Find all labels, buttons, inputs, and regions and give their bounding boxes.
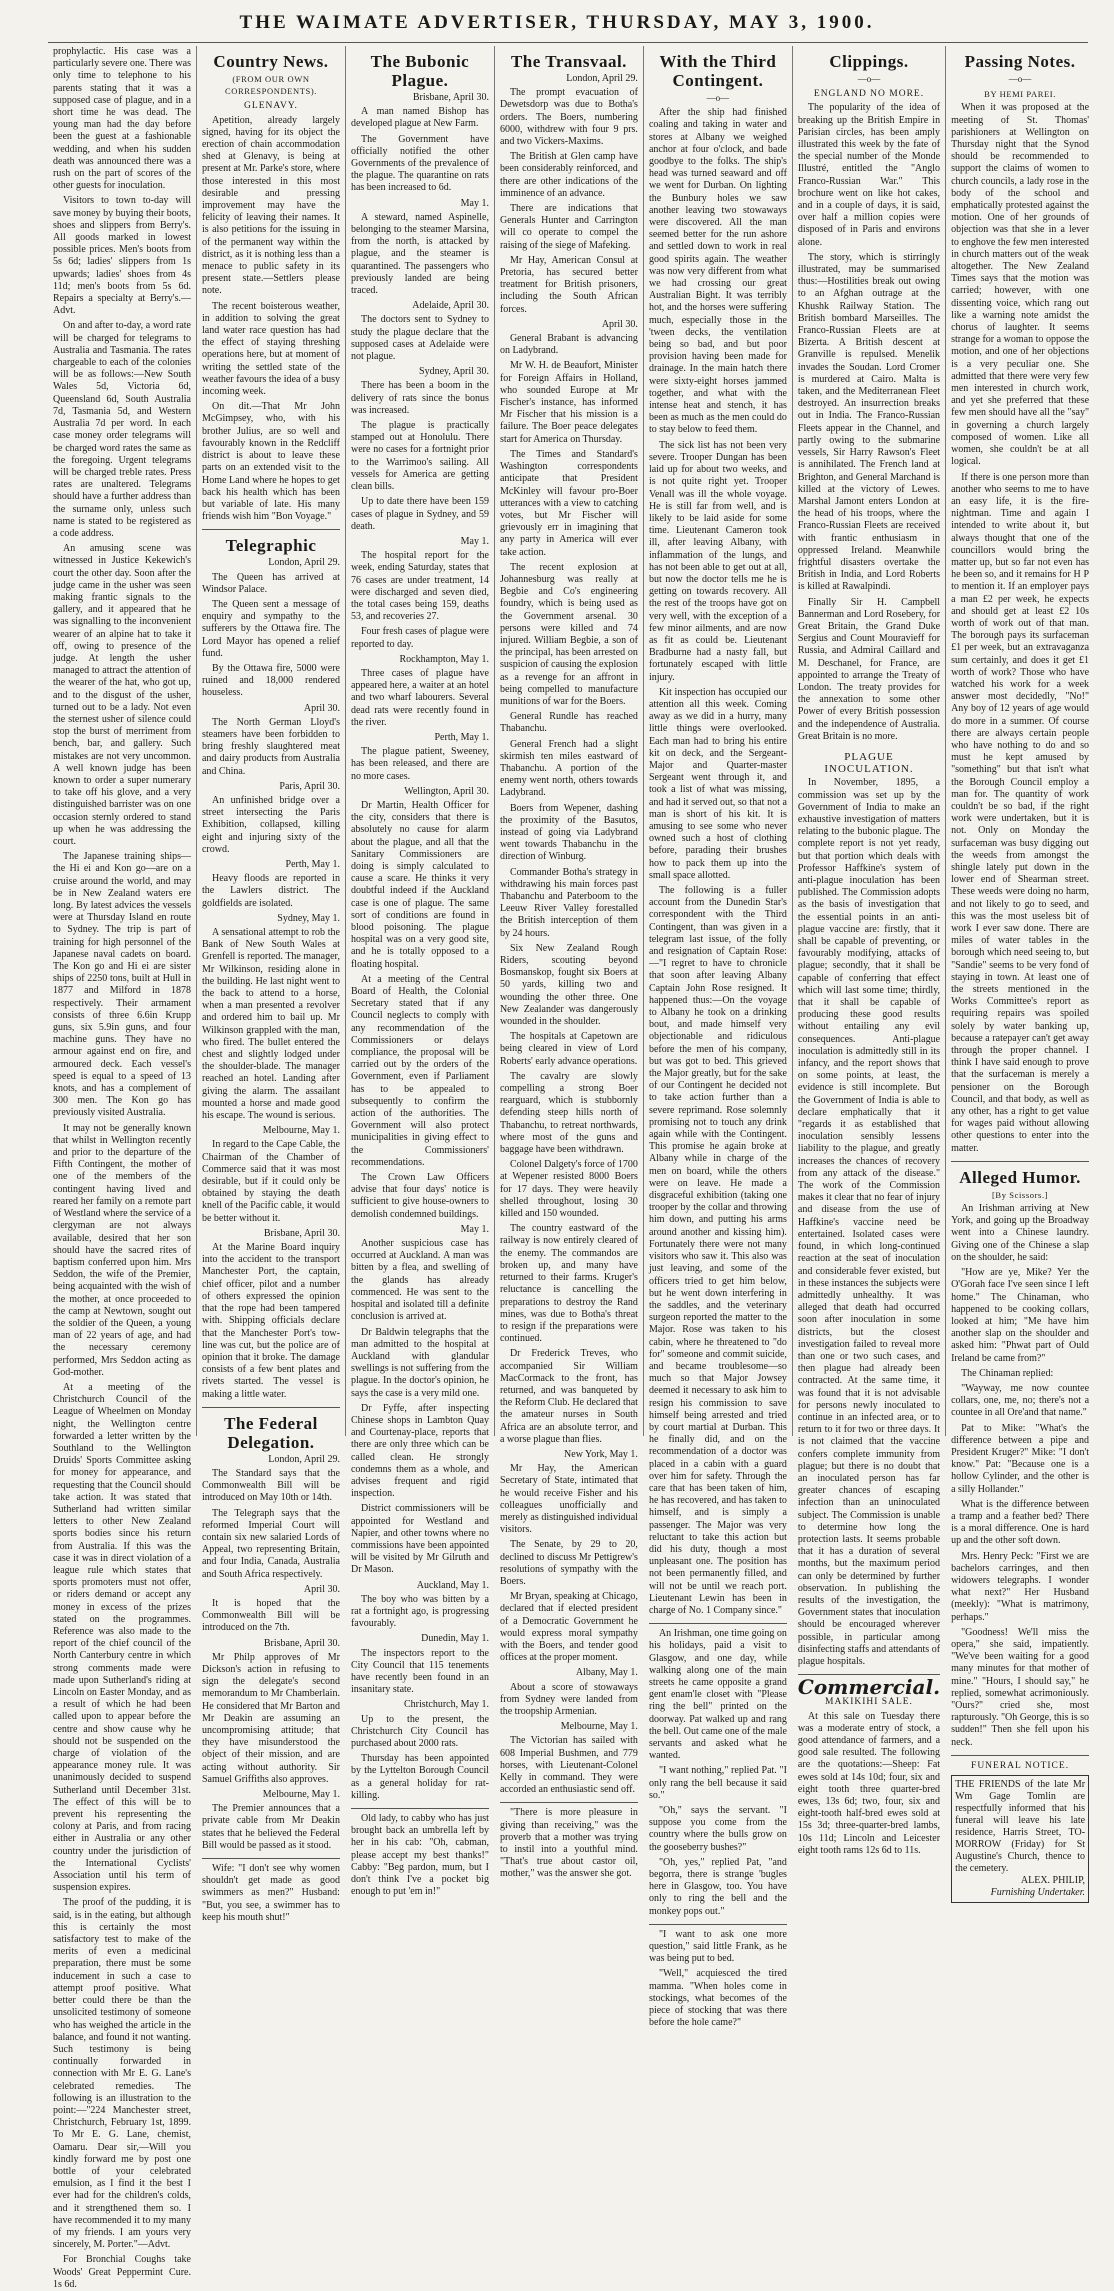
paragraph: The boy who was bitten by a rat a fortnight ago, is progressing favourably. bbox=[350, 1593, 489, 1630]
paragraph: Mr Hay, the American Secretary of State, intimated that he would receive Fisher and his colleagues unofficially and merely as distinguished individual visitors. bbox=[499, 1463, 638, 1536]
paragraph: The country eastward of the railway is now entirely cleared of the enemy. The commandos are broken up, and many have returned to their farms. Kruger's reluctance is cancelling the preparations to destroy the Rand mines, was due to Botha's threat to resign if the preparations were continued. bbox=[499, 1223, 638, 1345]
column-7 bbox=[946, 46, 1094, 1899]
paragraph: Commander Botha's strategy in withdrawing his main forces past Thabanchu and Paterboom to the Leeuw River Valley forestalled the British interception of them by 24 hours. bbox=[499, 866, 638, 939]
paragraph: General Brabant is advancing on Ladybrand. bbox=[499, 333, 638, 357]
column-6 bbox=[793, 46, 946, 1856]
paragraph: Wife: "I don't see why women shouldn't get made as good swimmers as men?" Husband: "But, you see, a swimmer has to keep his mouth shut!" bbox=[201, 1863, 340, 1923]
paragraph: Up to the present, the Christchurch City Council has purchased about 2000 rats. bbox=[350, 1713, 489, 1749]
divider: —o— bbox=[857, 74, 881, 84]
paragraph: The Standard says that the Commonwealth Bill will be introduced on May 10th or 14th. bbox=[201, 1467, 340, 1504]
paragraph: "Wayway, me now countee collars, one, me, no; there's not a countee in all Ore'and that name." bbox=[951, 1382, 1090, 1419]
paragraph: What is the difference between a tramp and a feather bed? There is a moral difference. One is hard up and the other soft down. bbox=[951, 1498, 1090, 1547]
paragraph: The popularity of the idea of breaking up the British Empire in Parisian circles, has been amply illustrated this week by the fate of the special number of the Monde Illustré, entitled the "Anglo Franco-Russian War." This brochure went on like hot cakes, and in a couple of days, it is said, over half a million copies were disposed of in Paris and environs alone. bbox=[797, 102, 941, 248]
dateline: Adelaide, April 30. bbox=[412, 300, 489, 312]
paragraph: Three cases of plague have appeared here, a waiter at an hotel and two wharf labourers. Several dead rats were recently found in the river. bbox=[350, 667, 489, 728]
paragraph: Finally Sir H. Campbell Bannerman and Lord Rosebery, for Great Britain, the Grand Duke Sergius and Count Mouravieff for Russia, and Admiral Caillard and M. Deschanel, for France, are appointed to arrange the Treaty of London. The treaty provides for the annexation to some other Power of every British possession and the independence of Australia. Great Britain is no more. bbox=[797, 596, 941, 742]
notice-signature-title: Furnishing Undertaker. bbox=[990, 1887, 1086, 1899]
paragraph: The prompt evacuation of Dewetsdorp was due to Botha's orders. The Boers, numbering 6000, withdrew with four 9 prs. and two Vickers-Maxims. bbox=[499, 87, 638, 148]
paragraph: At a meeting of the Christchurch Council of the League of Wheelmen on Monday night, the Wellington centre forwarded a letter written by the Southland to the Wellington Druids' Sports Committee asking for money for appearance, and requesting that the Council should take action. It was stated that Sutherland had written similar letters to other New Zealand sports bodies since his return from Australia. If this was the case it was in direct violation of a league rule which states that sports promoters must not offer, or riders demand or accept any money in excess of the prizes stated on the programmes. Reference was also made to the report of the chief council of the North Canterbury centre in which strong comments made were made upon Sutherland's riding at Lincoln on Easter Monday, and as a result of which he had been called upon to appear before the centre and show cause why he should not be suspended on the charge of violation of the appearance money rule. It was unanimously decided to suspend Sutherland until December 31st. The effect of this will be to prevent his representing the colony at Paris, and from racing either in Australia or any other country under the jurisdiction of the International Cyclists' Association until his term of suspension expires. bbox=[53, 1381, 191, 1894]
section-heading: Telegraphic bbox=[225, 536, 317, 556]
dateline: Albany, May 1. bbox=[575, 1667, 638, 1679]
section-heading: The Transvaal. bbox=[510, 52, 627, 71]
paragraph: In regard to the Cape Cable, the Chairman of the Chamber of Commerce said that it was most desirable, but if it could only be obtained by staying the death knell of the Pacific cable, it would be better without it. bbox=[201, 1139, 340, 1224]
paragraph: The following is a fuller account from the Dunedin Star's correspondent with the Third Contingent, than was given in a telegram last issue, of the folly and resignation of Captain Rose:—"I regret to have to chronicle that soon after leaving Albany Captain John Rose resigned. It happened thus:—On the voyage to Albany he took on a drinking bout, and made himself very objectionable and ridiculous before the men of his company, but was got to bed. This grieved the Major greatly, but for the sake of our Contingent he decided not to take action further than a severe reprimand. Rose solemnly promising not to touch any drink again while with the Contingent. This promise he again broke at Albany while in charge of the men on board, while the others were on leave. He made a disgraceful exhibition (taking one trooper by the collar and throwing him down, and putting his arms around another and kissing him). Fortunately there were not many visitors who saw it. This also was just leaving, and some of the officers tried to get him below, but he went down interfering in the saddles, and the veterinary surgeon reported the matter to the Major. Rose was taken to his cabin, where he threatened to "do for" someone and commit suicide, and became troublesome—so much so that Major Jowsey deemed it necessary to ask him to resign his commission to save himself being arrested and tried by court martial at Durban. This he finally did, and on the recommendation of a doctor was placed in a cabin with a guard over him for safety. Through the care that has been taken of him, he has recovered, and has taken to himself, and is simply a passenger. The Major was very reluctant to take this action but did his duty, though a most unpleasant one. The position has not been permanently filled, and will not be until we reach port. Lieutenant Lewin has been in charge of No. 1 Company since." bbox=[648, 885, 787, 1616]
paragraph: For Bronchial Coughs take Woods' Great Peppermint Cure. 1s 6d. bbox=[53, 2254, 191, 2290]
paragraph: General Rundle has reached Thabanchu. bbox=[499, 711, 638, 735]
dateline: May 1. bbox=[460, 535, 489, 547]
paragraph: "I want nothing," replied Pat. "I only rang the bell because it said so." bbox=[648, 1765, 787, 1801]
place-heading: ENGLAND NO MORE. bbox=[813, 89, 925, 100]
paragraph: An amusing scene was witnessed in Justice Kekewich's court the other day. Soon after the judge came in the usher was seen making frantic signals to the gallery, and it appeared that he was signalling to the inconvenient wearer of an alpine hat to take it off, owing to presence of the judge. At length the usher managed to attract the attention of the wearer of the hat, who got up, and to the disgust of the usher, turned out to be a lady. Not even the sternest usher of silence could stop the burst of merriment from bench, bar, and gallery. Such mistakes are not very uncommon. A well known judge has been known to order a super numerary to take off his glove, and a very distinguished barrister was on one occasion sternly ordered to stand up when he was addressing the court. bbox=[53, 543, 191, 847]
paragraph: The hospital report for the week, ending Saturday, states that 76 cases are under treatment, 14 were discharged and seven died, the total cases being 159, deaths 53, and recoveries 27. bbox=[350, 550, 489, 623]
place-heading: PLAGUE INOCULATION. bbox=[824, 750, 914, 776]
divider: —o— bbox=[1008, 74, 1032, 84]
paragraph: It is hoped that the Commonwealth Bill will be introduced on the 7th. bbox=[201, 1597, 340, 1634]
paragraph: "Goodness! We'll miss the opera," she said, impatiently. "We've been waiting for a good many minutes for that mother of mine." "Hours, I should say," he replied, somewhat acrimoniously. "Ours?" cried she, most rapturously. "Oh George, this is so sudden!" Then she fell upon his neck. bbox=[951, 1626, 1090, 1748]
paragraph: Colonel Dalgety's force of 1700 at Wepener resisted 8000 Boers for 17 days. They were heavily shelled throughout, losing 30 killed and 150 wounded. bbox=[499, 1159, 638, 1220]
dateline: Perth, May 1. bbox=[285, 858, 340, 870]
dateline: Auckland, May 1. bbox=[416, 1579, 489, 1591]
dateline: New York, May 1. bbox=[564, 1448, 638, 1460]
notice-heading: FUNERAL NOTICE. bbox=[971, 1760, 1070, 1771]
paragraph: The Senate, by 29 to 20, declined to discuss Mr Pettigrew's resolutions of sympathy with the Boers. bbox=[499, 1539, 638, 1587]
paragraph: By the Ottawa fire, 5000 were ruined and 18,000 rendered houseless. bbox=[201, 662, 340, 699]
paragraph: Apetition, already largely signed, having for its object the erection of chain accommodation shed at Glenavy, is being at present at Mr. Parke's store, where those interested in this most desirable and pressing improvement may have the felicity of leaving their names. It is also petitions for the issuing in of the permanent way within the district, as it is nothing less than a menace to public safety in its present state.—Settlers please note. bbox=[201, 114, 340, 297]
paragraph: There are indications that Generals Hunter and Carrington will co operate to compel the raising of the siege of Mafeking. bbox=[499, 203, 638, 251]
dateline: Melbourne, May 1. bbox=[262, 1125, 340, 1137]
paragraph: Dr Fyffe, after inspecting Chinese shops in Lambton Quay and Courtenay-place, reports that there are only three which can be called clean. He strongly condemns them as a whole, and advises frequent and rigid inspection. bbox=[350, 1402, 489, 1500]
dateline: April 30. bbox=[601, 318, 638, 330]
funeral-notice bbox=[951, 1775, 1089, 1903]
dateline: Melbourne, May 1. bbox=[560, 1721, 638, 1733]
paragraph: The Telegraph says that the reformed Imperial Court will contain six new salaried Lords of Appeal, two representing Britain, and four India, Canada, Australia and South Africa respectively. bbox=[201, 1507, 340, 1580]
paragraph: At the Marine Board inquiry into the accident to the transport Manchester Port, the captain, chief officer, pilot and a number of others expressed the opinion that the rope had been tampered with. Shipping officials declare that the Manchester Port's tow-line was cut, but the police are of opinion that it broke. The damage consists of a few bent plates and rivets started. The vessel is making a little water. bbox=[201, 1242, 340, 1400]
dateline: Wellington, April 30. bbox=[404, 785, 489, 797]
paragraph: The Victorian has sailed with 608 Imperial Bushmen, and 779 horses, with Lieutenant-Colonel Kelly in command. They were accorded an enthusiastic send off. bbox=[499, 1735, 638, 1796]
paragraph: The recent explosion at Johannesburg was really at Begbie and Co's engineering foundry, which is being used as the Government arsenal. 30 persons were killed and 74 injured. William Begbie, a son of the principal, has been arrested on suspicion of causing the explosion as a revenge for an affront in being compelled to manufacture munitions of war for the Boers. bbox=[499, 561, 638, 707]
section-heading: The Bubonic Plague. bbox=[370, 52, 470, 90]
paragraph: About a score of stowaways from Sydney were landed from the troopship Armenian. bbox=[499, 1681, 638, 1717]
dateline: Sydney, May 1. bbox=[277, 912, 340, 924]
paragraph: "Well," acquiesced the tired mamma. "When holes come in stockings, what becomes of the piece of stocking that was there before the hole came?" bbox=[648, 1968, 787, 2029]
paragraph: Kit inspection has occupied our attention all this week. Coming away as we did in a hurry, many little things were overlooked. Each man had to bring his entire kit on deck, and the Sergeant-Major and Quarter-master Sergeant went through it, and took a list of what was missing, and had it served out, so that not a man is short of his kit. It is amusing to see some who never owned such a host of clothing before, parading their brushes how to pack them up into the small space allotted. bbox=[648, 686, 787, 881]
paragraph: "How are ye, Mike? Yer the O'Gorah face I've seen since I left home." The Chinaman, who happened to be cooking collars, looked at him; "Me have him another slap on the shoulder and asked him: "Phwat part of Ould Ireland be came from?" bbox=[951, 1267, 1090, 1364]
paragraph: The plague patient, Sweeney, has been released, and there are no more cases. bbox=[350, 746, 489, 782]
divider bbox=[500, 1802, 638, 1803]
paragraph: Thursday has been appointed by the Lyttelton Borough Council as a general holiday for rat-killing. bbox=[350, 1753, 489, 1801]
column-3 bbox=[346, 46, 495, 1898]
paragraph: Six New Zealand Rough Riders, scouting beyond Bosmanskop, fought six Boers at 50 yards, killing two and wounding the other three. One New Zealander was dangerously wounded in the shoulder. bbox=[499, 942, 638, 1028]
paragraph: At a meeting of the Central Board of Health, the Colonial Secretary stated that if any Council neglects to comply with any recommendation of the Commissioners or delays compliance, the proposal will be carried out by the orders of the Government, even if Parliament has to be appealed to subsequently to confirm the action of the authorities. The Government will also protect municipalities in giving effect to the Commissioners' recommendations. bbox=[350, 973, 489, 1168]
paragraph: The Japanese training ships—the Hi ei and Kon go—are on a cruise around the world, and may be in New Zealand waters ere long. By latest advices the vessels were at Thursday Island en route to Sydney. The trip is part of training for high personnel of the Japanese naval cadets on board. The Kon go and Hi ei are sister ships of 2250 tons, built at Hull in 1877 and Milford in 1878 respectively. Their armament consists of three 6.6in Krupp guns, six 5.9in guns, and four machine guns. They have no armour against end on fire, and armoured deck. Each vessel's speed is equal to a speed of 13 knots, and has a complement of 300 men. The Kon go has previously visited Australia. bbox=[53, 851, 191, 1119]
paragraph: The plague is practically stamped out at Honolulu. There were no cases for a fortnight prior to the Warrimoo's sailing. All vessels for America are getting clean bills. bbox=[350, 420, 489, 493]
paragraph: Four fresh cases of plague were reported to day. bbox=[350, 626, 489, 650]
paragraph: The cavalry are slowly compelling a strong Boer rearguard, which is stubbornly defending steep hills north of Thabanchu, to retreat northwards, where most of the guns and baggage have been withdrawn. bbox=[499, 1070, 638, 1156]
notice-text: THE FRIENDS of the late Mr Wm Gage Tomlin are respectfully informed that his funeral will leave his late residence, Harris Street, TO-MORROW (Friday) for St Augustine's Church, thence to the cemetery. bbox=[955, 1779, 1086, 1875]
dateline: Brisbane, April 30. bbox=[412, 92, 489, 103]
dateline: Paris, April 30. bbox=[279, 780, 340, 792]
paragraph: The North German Lloyd's steamers have been forbidden to bring freshly slaughtered meat and dairy products from Australia and China. bbox=[201, 716, 340, 777]
divider bbox=[951, 1755, 1089, 1756]
paragraph: In November, 1895, a commission was set up by the Government of India to make an exhaustive investigation of matters relating to the bubonic plague. The complete report is not yet ready, but that portion which deals with Professor Haffkine's system of anti-plague inoculation has been published. The Commission adopts as the basis of investigation that the essential points in an anti-plague vaccine are: firstly, that it shall be capable of preventing, or favourably modifying, attacks of plague; secondly, that it shall be capable of conferring that effect which will last some time; thirdly, that it shall be capable of producing these good results without entailing any evil consequences. Anti-plague inoculation is admittedly still in its infancy, and the report shows that on some points, at least, the evidence is still incomplete. But the Government of India is able to declare emphatically that it "regards it as established that inoculation sensibly lessens liability to the plague, and greatly increases the chances of recovery from any attack of the disease." The work of the Commission makes it clear that no fear of injury and disease from the use of Haffkine's vaccine need be entertained. Isolated cases were found, in which long-continued reaction at the seat of inoculation and considerable fever existed, but in these instances the subjects were admittedly unhealthy. It was alleged that death had occurred soon after inoculation in some districts, but the closest investigation failed to reveal more than one or two such cases, and then plague had already been contracted. At the same time, it was found that it is not advisable for persons newly inoculated to continue in an infected area, or to return to it for two or three days. It is not claimed that the vaccine confers complete immunity from plague; but there is no doubt that an inoculated person has far greater chances of escaping infection than an uninoculated subject. The Commission is unable to determine how long the protection lasts. It seems probable that it has a duration of several months, but the maximum period can only be determined by further observation. In publishing the results of the investigation, the Government states that inoculation should be encouraged wherever possible, in particular among disinfecting staffs and attendants of plague hospitals. bbox=[797, 777, 941, 1667]
divider bbox=[649, 1623, 787, 1624]
dateline: April 30. bbox=[303, 702, 340, 714]
paragraph: When it was proposed at the meeting of St. Thomas' parishioners at Wellington on Thursday night that the Synod should be recommended to support the claims of women to church councils, a lady rose in the body of the school and emphatically protested against the motion. One of her grounds of objection was that she in a lever to enghove the few men interested in church matters out of the weak altogether. The New Zealand Times says that the motion was carried; however, with one dissenting voice, which rang out like a warning note amidst the chorus of laughter. It seems strange for a woman to oppose the motion, and one of her objections is a very peculiar one. She admitted that there were very few men interested in church work, and yet she preferred that these few men should have all the "say" in governing a church largely composed of women. Like all women, she couldn't be at all logical. bbox=[951, 102, 1090, 468]
paragraph: A sensational attempt to rob the Bank of New South Wales at Grenfell is reported. The manager, Mr Wilkinson, residing alone in the building. He last night went to the back to attend to a horse, when a man presented a revolver and ordered him to bail up. Mr Wilkinson grappled with the man, who fired. The bullet entered the chest and slightly lodged under the shoulder-blade. The manager reached an hotel. Landing after giving the alarm. The assailant mounted a horse and made good his escape. The wound is serious. bbox=[201, 927, 340, 1122]
paragraph: An unfinished bridge over a street intersecting the Paris Exhibition, collapsed, killing eight and injuring sixty of the crowd. bbox=[201, 794, 340, 855]
paragraph: Old lady, to cabby who has just brought back an umbrella left by her in his cab: "Oh, cabman, please accept my best thanks!" Cabby: "Beg pardon, mum, but I don't think I've a pocket big enough to put 'em in!" bbox=[350, 1813, 489, 1898]
paragraph: "There is more pleasure in giving than receiving," was the proverb that a mother was trying to instil into a youthful mind. "That's true about castor oil, mother," was the answer she got. bbox=[499, 1807, 638, 1880]
section-heading: With the Third Contingent. bbox=[659, 52, 777, 90]
byline: [By Scissors.] bbox=[992, 1189, 1049, 1200]
paragraph: "I want to ask one more question," said little Frank, as he was being put to bed. bbox=[648, 1928, 787, 1965]
paragraph: Visitors to town to-day will save money by buying their boots, shoes and slippers from Berry's. All goods marked in lowest possible prices. Men's boots from 5s 6d; ladies' slippers from 1s upwards; ladies' shoes from 4s 11d; men's boots from 5s 6d. Repairs a specialty at Berry's.—Advt. bbox=[53, 195, 191, 317]
section-heading: Clippings. bbox=[829, 52, 909, 71]
paragraph: Mr Bryan, speaking at Chicago, declared that if elected president of a Democratic Government he would express moral sympathy with the Boers, and tender good offices at the proper moment. bbox=[499, 1591, 638, 1664]
paragraph: Mrs. Henry Peck: "First we are bachelors carringes, and then widowers telegraphs. I wonder what next?" Her Husband (meekly): "What is matrimony, perhaps." bbox=[951, 1550, 1090, 1623]
paragraph: Dr Baldwin telegraphs that the man admitted to the hospital at Auckland with glandular swellings is not suffering from the plague. In the doctor's opinion, he says the case is a very mild one. bbox=[350, 1326, 489, 1399]
paragraph: Boers from Wepener, dashing the proximity of the Basutos, instead of going via Ladybrand went towards Thabanchu in the direction of Winburg. bbox=[499, 802, 638, 863]
column-5 bbox=[644, 46, 793, 2029]
paragraph: It may not be generally known that whilst in Wellington recently and prior to the departure of the Fifth Contingent, the mother of one of the members of the contingent having lived and reared her family on a remote part of Westland where the service of a clergyman are not always available, desired that her son should have the sacred rites of baptism conferred upon him. Mrs Seddon, the wife of the Premier, being acquainted with the wish of the mother, at once proceeded to the camp at Newtown, sought out the soldier of the Queen, a young man of 22 years of age, and had the necessary ceremony performed, Mrs Seddon acting as God-mother. bbox=[53, 1122, 191, 1378]
paragraph: An Irishman arriving at New York, and going up the Broadway went into a Chinese laundry. Giving one of the Chinese a slap on the shoulder, he said: bbox=[951, 1203, 1090, 1263]
divider bbox=[202, 529, 340, 530]
section-subheading: (FROM OUR OWN CORRESPONDENTS). bbox=[224, 74, 317, 97]
paragraph: The proof of the pudding, it is said, is in the eating, but although this is certainly the most satisfactory test to make of the merits of even a medicinal preparation, there must be some inducement in such a case to attempt proof positive. What better could there be than the unsolicited testimony of someone who has weighed the article in the balance, and found it not wanting. Such testimony is being continually forwarded in connection with Mr E. G. Lane's celebrated remedies. The following is an illustration to the point:—"224 Manchester street, Christchurch, February 1st, 1899. To Mr E. G. Lane, chemist, Oamaru. Dear sir,—Will you kindly forward me by post one bottle of your celebrated emulsion, as I find it the best I ever had for the children's colds, and it strengthened them so. I have recommended it to my many of my friends. I am yours very sincerely, M. Porter."—Advt. bbox=[53, 1897, 191, 2251]
paragraph: The recent boisterous weather, in addition to solving the great land water race question has had the effect of staying threshing operations here, but at moment of writing the settled state of the weather favours the idea of a busy incoming week. bbox=[201, 300, 340, 398]
dateline: Brisbane, April 30. bbox=[263, 1227, 340, 1239]
columns bbox=[48, 46, 1094, 2290]
paragraph: Heavy floods are reported in the Lawlers district. The goldfields are isolated. bbox=[201, 873, 340, 909]
paragraph: Another suspicious case has occurred at Auckland. A man was bitten by a flea, and swelling of the glands has already commenced. He was sent to the hospital and isolated till a definite conclusion is arrived at. bbox=[350, 1238, 489, 1323]
dateline: London, April 29. bbox=[268, 1453, 340, 1465]
paragraph: The sick list has not been very severe. Trooper Dungan has been laid up for about two weeks, and is not quite right yet. Trooper Venall was ill the whole voyage. He is still far from well, and is likely to be laid aside for some time. Lieutenant Cameron took ill, after leaving Albany, with inflammation of the lungs, and has not been able to get out at all, but now the doctor tells me he is getting on towards recovery. All the rest of the troops have got on very well, with the exception of a few minor ailments, and are now as fit as could be. Lieutenant Bradburne had a nasty fall, but fortunately escaped with little injury. bbox=[648, 439, 787, 683]
section-heading: Commercial. bbox=[797, 1675, 941, 1700]
paragraph: The story, which is stirringly illustrated, may be summarised thus:—Hostilities break out owing to an Afghan outrage at the Khushk Railway Station. The British bombard Marseilles. The Franco-Russian Fleets are at Bizerta. A British descent at Granville is repulsed. Menelik invades the Soudan. Lord Cromer is murdered at Cairo. Malta is taken, and the Mediterranean Fleet destroyed. An insurrection breaks out in India. The Franco-Russian Fleets appear in the Channel, and partly owing to the submarine vessels, Sir Harry Rawson's Fleet is annihilated. The French land at Brighton, and General Marchand is killed at the victory of Lewes. Marshal Jamont enters London at the head of his troops, where the Franco-Russian Fleets are received with frantic enthusiasm in oppressed Ireland. Meanwhile frightful disasters overtake the British in India, and Lord Roberts is killed at Rawalpindi. bbox=[797, 251, 941, 593]
column-1 bbox=[48, 46, 197, 2290]
paragraph: A steward, named Aspinelle, belonging to the steamer Marsina, from the north, is attacked by plague, and the steamer is quarantined. The passengers who previously landed are being traced. bbox=[350, 211, 489, 297]
paragraph: "Oh," says the servant. "I suppose you come from the country where the bulls grow on the gooseberry bushes?" bbox=[648, 1805, 787, 1853]
dateline: Perth, May 1. bbox=[434, 731, 489, 743]
dateline: London, April 29. bbox=[566, 73, 638, 84]
dateline: May 1. bbox=[460, 197, 489, 209]
dateline: April 30. bbox=[303, 1583, 340, 1595]
paragraph: Mr W. H. de Beaufort, Minister for Foreign Affairs in Holland, who sounded Europe at Mr Fischer's instance, has informed Mr Fischer that his mission is a failure. The Boer peace delegates start for America on Thursday. bbox=[499, 360, 638, 445]
paragraph: The Government have officially notified the other Governments of the prevalence of the plague. The quarantine on rats has been increased to 6d. bbox=[350, 133, 489, 194]
paragraph: Mr Hay, American Consul at Pretoria, has secured better treatment for British prisoners, including the South African forces. bbox=[499, 254, 638, 315]
dateline: Brisbane, April 30. bbox=[263, 1637, 340, 1649]
section-heading: Passing Notes. bbox=[964, 52, 1076, 71]
divider bbox=[202, 1858, 340, 1859]
paragraph: An Irishman, one time going on his holidays, paid a visit to Glasgow, and one day, while walking along one of the main streets he came opposite a grand gent enam'le closet with "Please ring the bell" printed on the doorway. Pat walked up and rang the bell. Out came one of the male servants and asked what he wanted. bbox=[648, 1628, 787, 1762]
column-4 bbox=[495, 46, 644, 1880]
divider bbox=[649, 1924, 787, 1925]
notice-signature: ALEX. PHILIP, bbox=[1020, 1875, 1086, 1887]
paragraph: General French had a slight skirmish ten miles eastward of Thabanchu. A portion of the enemy went north, others towards Ladybrand. bbox=[499, 738, 638, 799]
divider bbox=[351, 1808, 489, 1809]
paragraph: At this sale on Tuesday there was a moderate entry of stock, a good attendance of farmers, and a good sale resulted. The following are the quotations:—Sheep: Fat ewes sold at 14s 10d; four, six and eight tooth three quarter-bred ewes, 13s 6d; two, four, six and eight-tooth half-bred ewes sold at 15s 3d; three-quarter-bred lambs, 10s 11d; Lincoln and Leicester eight tooth rams 12s 6d to 11s. bbox=[797, 1710, 941, 1856]
paragraph: After the ship had finished coaling and taking in water and stores at Albany we weighed anchor at four o'clock, and bade goodbye to the folks. The ship's head was turned seaward and off we went for Durban. On lighting the Bunbury holes we saw another leaving two stowaways were discovered. All the man seemed better for the run ashore and settled down to work in real good spirits again. The weather was now very different from what we had crossing our great Australian Bight. It was terribly hot, and the horses were suffering much, especially those in the 'tween decks, the ventilation being so bad, and but poor provision having been made for drainage. In the main hatch there were sixty-eight horses jammed together, and what with the intense heat and stench, it has been as much as the men could do to stay below to feed them. bbox=[648, 107, 787, 436]
paragraph: Dr Martin, Health Officer for the city, considers that there is absolutely no cause for alarm about the plague, and all that the Sanitary Commissioners are doing is simply calculated to cause a scare. He thinks it very doubtful indeed if the Auckland case is one of plague. The same sort of conditions are found in blood poisoning. The plague hospital was on a very good site, and he is totally opposed to a floating hospital. bbox=[350, 799, 489, 970]
byline: BY HEMI PAREI. bbox=[984, 89, 1056, 100]
divider bbox=[951, 1161, 1089, 1162]
paragraph: On dit.—That Mr John McGimpsey, who, with his brother Julius, are so well and favourably known in the Redcliff district is about to leave these parts on an extended visit to the Home Land where he hopes to get back his health which has been but variable of late. His many friends wish him "Bon Voyage." bbox=[201, 401, 340, 523]
paragraph: Pat to Mike: "What's the difference between a pipe and President Kruger?" Mike: "I don't know." Pat: "Because one is a hollow Cylinder, and the other is a silly Hollander." bbox=[951, 1422, 1090, 1495]
divider: —o— bbox=[706, 93, 730, 103]
paragraph: A man named Bishop has developed plague at New Farm. bbox=[350, 106, 489, 130]
dateline: Dunedin, May 1. bbox=[421, 1633, 489, 1645]
dateline: Sydney, April 30. bbox=[419, 366, 489, 378]
dateline: Christchurch, May 1. bbox=[403, 1699, 489, 1711]
paragraph: The doctors sent to Sydney to study the plague declare that the supposed cases at Adelaide were not plague. bbox=[350, 314, 489, 363]
paragraph: Mr Philp approves of Mr Dickson's action in refusing to sign the delegate's second memorandum to Mr Chamberlain. He considered that Mr Barton and Mr Deakin are assuming an uncompromising attitude; that they have misunderstood the object of their mission, and are acting without authority. Sir Samuel Griffiths also approves. bbox=[201, 1651, 340, 1785]
section-heading: Alleged Humor. bbox=[959, 1167, 1081, 1187]
paragraph: Up to date there have been 159 cases of plague in Sydney, and 59 death. bbox=[350, 496, 489, 532]
paragraph: The hospitals at Capetown are being cleared in view of Lord Roberts' early advance operations. bbox=[499, 1031, 638, 1067]
dateline: London, April 29. bbox=[268, 557, 340, 569]
section-heading: The Federal Delegation. bbox=[224, 1413, 318, 1452]
paragraph: District commissioners will be appointed for Westland and Napier, and other towns where no commissions have been appointed will be visited by Mr Gilruth and Dr Mason. bbox=[350, 1503, 489, 1576]
paragraph: The inspectors report to the City Council that 115 tenements have recently been found in an insanitary state. bbox=[350, 1647, 489, 1696]
column-2 bbox=[197, 46, 346, 1923]
place-heading: GLENAVY. bbox=[244, 101, 298, 112]
dateline: May 1. bbox=[460, 1223, 489, 1235]
dateline: Rockhampton, May 1. bbox=[399, 653, 489, 665]
paragraph: The Crown Law Officers advise that four days' notice is sufficient to give house-owners to demolish condemned buildings. bbox=[350, 1172, 489, 1220]
paragraph: The Queen sent a message of enquiry and sympathy to the sufferers by the Ottawa fire. The Lord Mayor has opened a relief fund. bbox=[201, 598, 340, 659]
paragraph: The Queen has arrived at Windsor Palace. bbox=[201, 571, 340, 595]
paragraph: There has been a boom in the delivery of rats since the bonus was increased. bbox=[350, 380, 489, 416]
divider bbox=[202, 1407, 340, 1408]
paragraph: The Chinaman replied: bbox=[961, 1367, 1054, 1379]
section-heading: Country News. bbox=[213, 52, 329, 71]
dateline: Melbourne, May 1. bbox=[262, 1789, 340, 1800]
paragraph: The Premier announces that a private cable from Mr Deakin states that he believed the Federal Bill would be passed as it stood. bbox=[201, 1803, 340, 1851]
paragraph: "Oh, yes," replied Pat, "and begorra, there is strange 'bugles here in Glasgow, too. You have only to ring the bell and the monkey pops out." bbox=[648, 1856, 787, 1917]
masthead: THE WAIMATE ADVERTISER, THURSDAY, MAY 3, 1900. bbox=[239, 12, 875, 33]
paragraph: Dr Frederick Treves, who accompanied Sir William MacCormack to the front, has returned, and was banqueted by the Reform Club. He declared that the amateur nurses in South Africa are an absolute terror, and a worse plague than flies. bbox=[499, 1348, 638, 1445]
paragraph: prophylactic. His case was a particularly severe one. There was only time to telephone to his parents stating that it was a supposed case of plague, and in a short time he was dead. The young man had the day before been the guest at a fashionable wedding, and when his sudden death was announced there was a rush on the part of scores of the other guests for inoculation. bbox=[53, 46, 191, 192]
place-heading: MAKIKIHI SALE. bbox=[825, 1697, 913, 1708]
paragraph: On and after to-day, a word rate will be charged for telegrams to Australia and Tasmania. The rates chargeable to each of the colonies will be as follows:—New South Wales 5d, Victoria 6d, Queensland 6d, South Australia 7d, Tasmania 5d, and Western Australia 7d per word. In each case money order telegrams will be charged word rates the same as the foregoing. Urgent telegrams will be charged treble rates. Press rates are unaltered. Telegrams should have a further address than the surname only, unless such name is stated to be registered as a code address. bbox=[53, 320, 191, 539]
paragraph: The Times and Standard's Washington correspondents anticipate that President McKinley will favour pro-Boer utterances with a view to catching votes, but Mr Fischer will grievously err in imagining that any party in America will ever take action. bbox=[499, 448, 638, 558]
paragraph: The British at Glen camp have been considerably reinforced, and there are other indications of the imminence of an advance. bbox=[499, 151, 638, 199]
masthead-rule bbox=[48, 42, 1088, 43]
paragraph: If there is one person more than another who seems to me to have an easy life, it is the fire-nightman. Time and again I intended to write about it, but always thought that one of the councillors would bring the matter up, but so far not even has he been so, and it remains for H P to mention it. If an employer pays a man £2 per week, he expects and should get at least £2 10s worth of work out of that man. The borough pays its surfaceman £1 per week, but an extravaganza sum certainly, and does it get £1 worth of work? Those who have watched his work for a week answer most decidedly, "No!" Any boy of 12 years of age would do more in a summer. Of course there are always certain people who have nothing to do and so must he kept amused by "something" but that isn't what the Borough Council employ a man for. The quantity of work couldn't be so bad, if the right work were undertaken, but it is not. Only on Monday the surfaceman was busy digging out the weeds from amongst the shingle lately put down in the lower end of Shearman street. These weeds were doing no harm, and not likely to go to seed, and this was the most useless bit of work I ever saw done. There are miles of water tables in the borough which need seeing to, but "Sandie" seems to be very fond of staying in town. At least one of the streets mentioned in the Works Committee's report as requiring repairs was spoiled solely by water banking up, because a ratepayer can't get away through the proper channel. I think I have said enough to prove that the surfaceman is merely a pensioner on the Borough Council, and that body, as well as any other, has a right to get value for wages paid without allowing other questions to enter into the matter. bbox=[951, 471, 1090, 1154]
